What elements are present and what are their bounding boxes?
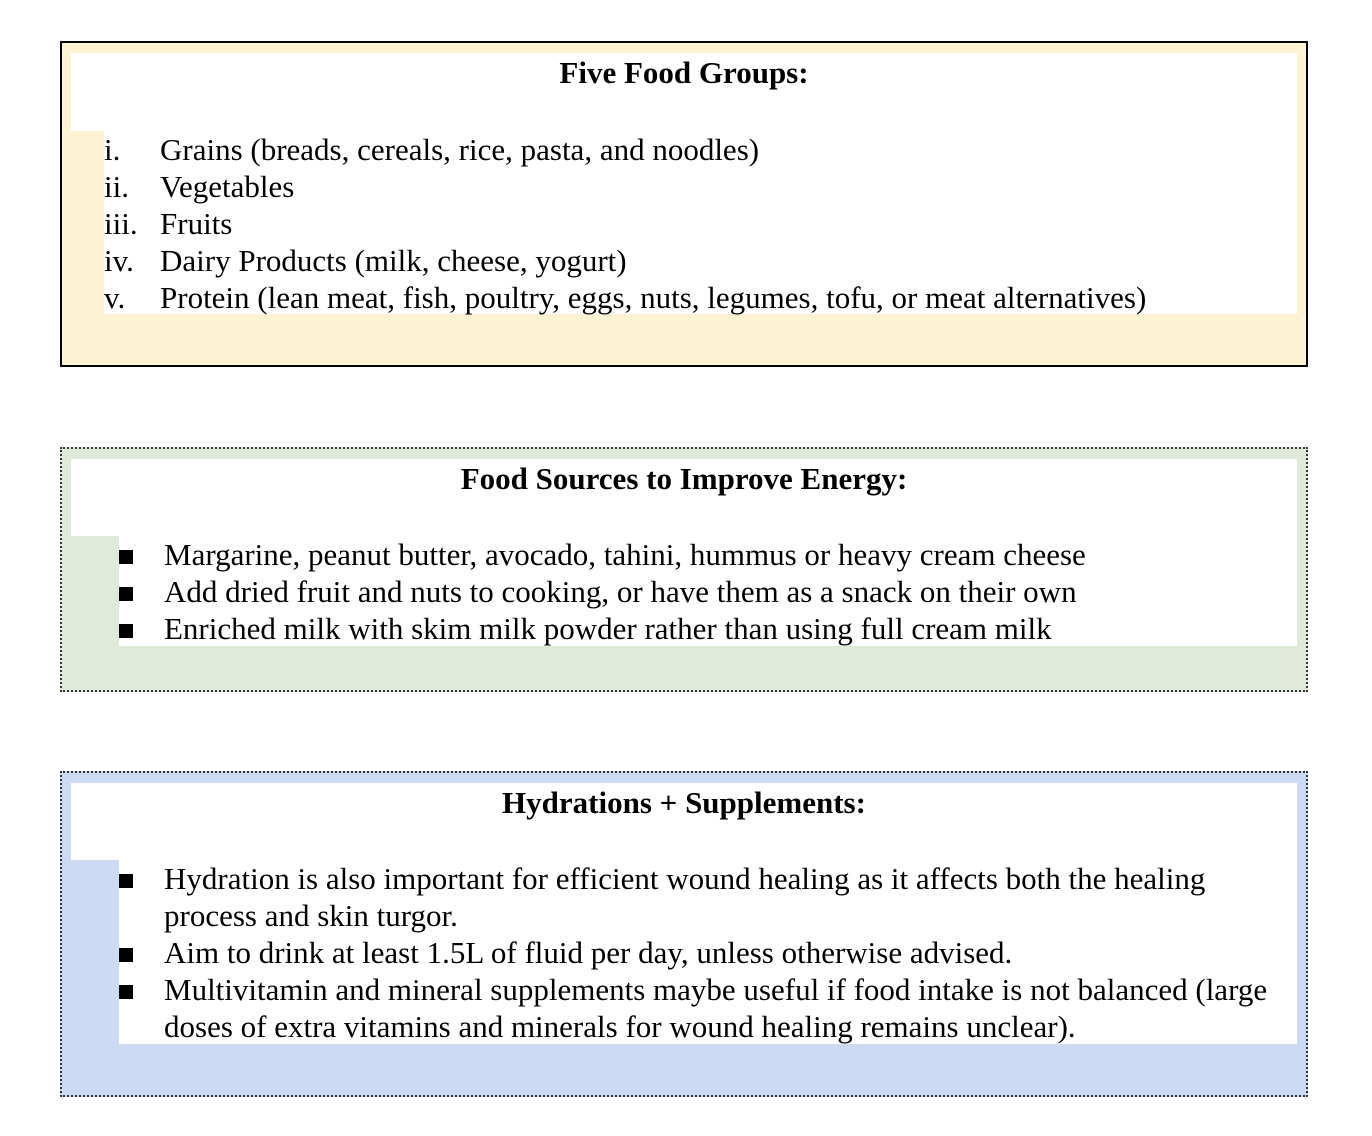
hydration-supplements-title: Hydrations + Supplements: bbox=[71, 783, 1297, 860]
list-item-text: Enriched milk with skim milk powder rather than using full cream milk bbox=[164, 611, 1052, 646]
list-item-text: Fruits bbox=[160, 206, 233, 241]
list-item bbox=[119, 536, 1297, 573]
list-item bbox=[104, 205, 1297, 242]
hydration-supplements-box bbox=[60, 771, 1308, 1097]
list-item bbox=[119, 971, 1297, 1045]
hydration-list bbox=[119, 860, 1297, 1044]
list-item bbox=[104, 242, 1297, 279]
energy-sources-list bbox=[119, 536, 1297, 646]
list-item-text: Margarine, peanut butter, avocado, tahini, hummus or heavy cream cheese bbox=[164, 537, 1086, 572]
list-item-text: Aim to drink at least 1.5L of fluid per day, unless otherwise advised. bbox=[164, 935, 1013, 970]
list-item bbox=[119, 610, 1297, 647]
black-square-icon bbox=[119, 536, 133, 575]
list-item-text: Add dried fruit and nuts to cooking, or have them as a snack on their own bbox=[164, 574, 1077, 609]
black-square-icon bbox=[119, 934, 133, 973]
list-item bbox=[119, 934, 1297, 971]
list-item bbox=[104, 168, 1297, 205]
list-marker: iii. bbox=[104, 206, 138, 241]
black-square-icon bbox=[119, 971, 133, 1010]
list-item-text: Dairy Products (milk, cheese, yogurt) bbox=[160, 243, 627, 278]
list-item-text: Protein (lean meat, fish, poultry, eggs, nuts, legumes, tofu, or meat alternatives) bbox=[160, 280, 1147, 315]
list-item-text: Grains (breads, cereals, rice, pasta, and noodles) bbox=[160, 132, 760, 167]
list-item bbox=[104, 131, 1297, 168]
list-item bbox=[119, 573, 1297, 610]
five-food-groups-title: Five Food Groups: bbox=[71, 53, 1297, 131]
black-square-icon bbox=[119, 860, 133, 899]
list-item-text: Vegetables bbox=[160, 169, 295, 204]
list-marker: v. bbox=[104, 280, 126, 315]
list-marker: iv. bbox=[104, 243, 134, 278]
list-item-text: Multivitamin and mineral supplements maybe useful if food intake is not balanced (large doses of extra vitamins and minerals for wound healing remains unclear). bbox=[164, 972, 1268, 1044]
list-item bbox=[104, 279, 1297, 316]
energy-sources-title: Food Sources to Improve Energy: bbox=[71, 459, 1297, 536]
black-square-icon bbox=[119, 573, 133, 612]
list-marker: i. bbox=[104, 132, 121, 167]
food-groups-list bbox=[104, 131, 1297, 314]
energy-sources-box bbox=[60, 447, 1308, 692]
list-item bbox=[119, 860, 1297, 934]
five-food-groups-box bbox=[60, 41, 1308, 367]
black-square-icon bbox=[119, 610, 133, 649]
list-marker: ii. bbox=[104, 169, 129, 204]
list-item-text: Hydration is also important for efficient wound healing as it affects both the healing process and skin turgor. bbox=[164, 861, 1206, 933]
